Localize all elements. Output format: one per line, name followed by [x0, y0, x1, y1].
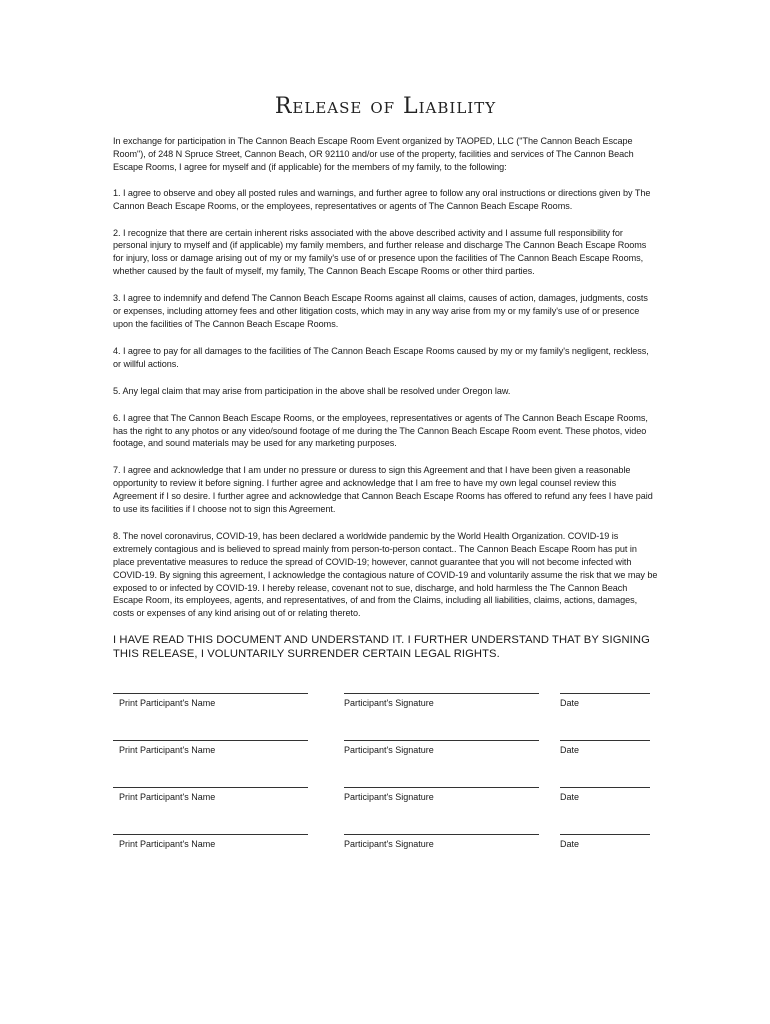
signature-label: Participant's Signature [344, 698, 434, 709]
clause-1: 1. I agree to observe and obey all posted rules and warnings, and further agree to follow any oral instructions or directions given by The Cannon Beach Escape Rooms, or the employees, representatives or agents of The Cannon Beach Escape Rooms. [113, 187, 651, 211]
clause-8: 8. The novel coronavirus, COVID-19, has been declared a worldwide pandemic by the World Health Organization. COVID-19 is extremely contagious and is believed to spread mainly from person-to-person contact.. The Cannon Beach Escape Room has put in place preventative measures to reduce the spread of COVID-19; however, cannot guarantee that you will not become infected with COVID-19. By signing this agreement, I acknowledge the contagious nature of COVID-19 and voluntarily assume the risk that we may be exposed to or infected by COVID-19. I hereby release, covenant not to sue, discharge, and hold harmless the The Cannon Beach Escape Room, its employees, agents, and representatives, of and from the Claims, including all liabilities, claims, actions, damages, costs or expenses of any kind arising out of or relating thereto. [113, 530, 658, 619]
signature-row-3 [113, 775, 658, 822]
name-line[interactable] [113, 787, 308, 788]
acknowledgement-statement: I HAVE READ THIS DOCUMENT AND UNDERSTAND IT. I FURTHER UNDERSTAND THAT BY SIGNING THIS RELEASE, I VOLUNTARILY SURRENDER CERTAIN LEGAL RIGHTS. [113, 634, 650, 660]
signature-row-1 [113, 681, 658, 728]
clause-2: 2. I recognize that there are certain inherent risks associated with the above described activity and I assume full responsibility for personal injury to myself and (if applicable) my family members, and further release and discharge The Cannon Beach Escape Rooms for injury, loss or damage arising out of my or my family's use of or presence upon the facilities of The Cannon Beach Escape Rooms, whether caused by the fault of myself, my family, The Cannon Beach Escape Rooms or other third parties. [113, 227, 647, 277]
signature-block [113, 681, 658, 869]
name-line[interactable] [113, 740, 308, 741]
signature-line[interactable] [344, 834, 539, 835]
name-label: Print Participant's Name [119, 792, 216, 803]
signature-label: Participant's Signature [344, 745, 434, 756]
clause-4: 4. I agree to pay for all damages to the facilities of The Cannon Beach Escape Rooms caused by my or my family's negligent, reckless, or willful actions. [113, 345, 649, 369]
document-title: Release of Liability [274, 94, 497, 119]
release-document [113, 94, 658, 869]
signature-label: Participant's Signature [344, 792, 434, 803]
date-label: Date [560, 698, 580, 709]
date-line[interactable] [560, 787, 650, 788]
clause-6: 6. I agree that The Cannon Beach Escape Rooms, or the employees, representatives or agents of The Cannon Beach Escape Rooms, has the right to any photos or any video/sound footage of me during the The Cannon Beach Escape Room event. These photos, video footage, and sound materials may be used for any marketing purposes. [113, 412, 648, 449]
clause-5: 5. Any legal claim that may arise from participation in the above shall be resolved under Oregon law. [113, 385, 511, 396]
name-label: Print Participant's Name [119, 745, 216, 756]
date-line[interactable] [560, 834, 650, 835]
date-label: Date [560, 745, 580, 756]
date-line[interactable] [560, 740, 650, 741]
clause-3: 3. I agree to indemnify and defend The Cannon Beach Escape Rooms against all claims, causes of action, damages, judgments, costs or expenses, including attorney fees and other litigation costs, which may in any way arise from my or my family's use of or presence upon the facilities of The Cannon Beach Escape Rooms. [113, 293, 648, 329]
name-label: Print Participant's Name [119, 698, 216, 709]
name-label: Print Participant's Name [119, 839, 216, 850]
name-line[interactable] [113, 693, 308, 694]
signature-row-2 [113, 728, 658, 775]
signature-line[interactable] [344, 740, 539, 741]
clause-7: 7. I agree and acknowledge that I am under no pressure or duress to sign this Agreement and that I have been given a reasonable opportunity to review it before signing. I further agree and acknowledge that I am free to have my own legal counsel review this Agreement if I so desire. I further agree and acknowledge that Cannon Beach Escape Rooms has offered to refund any fees I have paid to use its facilities if I choose not to sign this Agreement. [113, 465, 653, 515]
name-line[interactable] [113, 834, 308, 835]
signature-line[interactable] [344, 787, 539, 788]
date-label: Date [560, 839, 580, 850]
signature-label: Participant's Signature [344, 839, 434, 850]
signature-row-4 [113, 822, 658, 869]
signature-line[interactable] [344, 693, 539, 694]
date-line[interactable] [560, 693, 650, 694]
date-label: Date [560, 792, 580, 803]
intro-paragraph: In exchange for participation in The Cannon Beach Escape Room Event organized by TAOPED, LLC ("The Cannon Beach Escape Room"), of 248 N Spruce Street, Cannon Beach, OR 92110 and/or use of the property, facilities and services of The Cannon Beach Escape Rooms, I agree for myself and (if applicable) for the members of my family, to the following: [113, 136, 634, 172]
